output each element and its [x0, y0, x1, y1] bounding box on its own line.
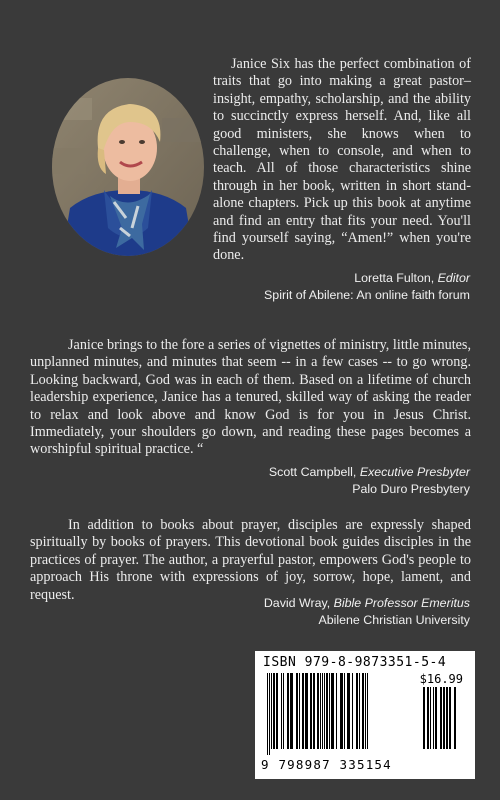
barcode-bar — [362, 673, 364, 749]
barcode-bar — [302, 673, 304, 749]
barcode-bar — [305, 673, 308, 749]
barcode-bar — [271, 673, 272, 749]
barcode-bar — [440, 687, 442, 749]
endorser-name: Loretta Fulton, — [354, 271, 435, 285]
barcode-bar — [356, 673, 358, 749]
barcode-bar — [290, 673, 293, 749]
barcode-bar — [449, 687, 451, 749]
barcode-bar — [454, 687, 456, 749]
barcode-bar — [367, 673, 368, 749]
endorser-name: David Wray, — [263, 596, 331, 610]
barcode-bar — [430, 687, 431, 749]
barcode-bar — [299, 673, 300, 749]
isbn-digits: 9 798987 335154 — [261, 757, 392, 772]
barcode-bar — [324, 673, 325, 749]
barcode-bar — [267, 673, 268, 755]
endorser-name: Scott Campbell, — [268, 465, 357, 479]
endorser-organization: Spirit of Abilene: An online faith forum — [264, 288, 470, 302]
barcode-bar — [296, 673, 298, 749]
endorser-organization: Palo Duro Presbytery — [352, 482, 470, 496]
barcode-bar — [344, 673, 345, 749]
barcode-bar — [326, 673, 328, 749]
barcode-bar — [269, 673, 270, 755]
barcode-bar — [283, 673, 284, 749]
ean-barcode — [267, 673, 417, 757]
endorsement-attribution-3 — [264, 595, 470, 629]
barcode-bar — [359, 673, 360, 749]
price-supplement-barcode — [423, 687, 465, 753]
endorsement-text-2: Janice brings to the fore a series of vignettes of ministry, little minutes, unplanned minutes, and minutes that seem -- in a few cases -- to go wrong. Looking backward, God was in each of them. Based on a lifetime of church leadership experience, Janice has a tenured, skilled way of asking the reader to relax and look above and know God is for you in Jesus Christ. Immediately, your shoulders go down, and reading these pages becomes a worshipful spiritual practice. “ — [30, 337, 471, 458]
endorsement-attribution-2 — [269, 464, 470, 498]
barcode-bar — [446, 687, 448, 749]
barcode-bar — [281, 673, 282, 749]
endorsement-text-3: In addition to books about prayer, disciples are expressly shaped spiritually by books of prayers. This devotional book guides disciples in the practices of prayer. The author, a prayerful pastor, empowers God's people to approach His throne with expressions of joy, sorrow, hope, lament, and request. — [30, 517, 471, 603]
endorser-organization: Abilene Christian University — [318, 613, 470, 627]
endorser-title: Editor — [437, 271, 470, 285]
barcode-bar — [310, 673, 312, 749]
barcode-bar — [287, 673, 289, 749]
barcode-bar — [276, 673, 278, 749]
barcode-bar — [336, 673, 337, 749]
barcode-bar — [365, 673, 366, 749]
barcode-bar — [340, 673, 343, 749]
barcode-bar — [443, 687, 445, 749]
barcode-bar — [423, 687, 425, 749]
barcode-bar — [317, 673, 319, 749]
author-portrait — [52, 78, 204, 256]
endorser-title: Bible Professor Emeritus — [333, 596, 470, 610]
barcode-bar — [313, 673, 315, 749]
endorsement-text-1: Janice Six has the perfect combination of traits that go into making a great pastor–insight, empathy, scholarship, and the ability to succinctly express herself. And, like all good ministers, she knows when to challenge, when to console, and when to teach. All of those characteristics shine through in her book, written in short stand-alone chapters. Pick up this book at anytime and find an entry that fits your need. You'll find yourself saying, “Amen!” when you're done. — [213, 56, 471, 264]
barcode-bar — [320, 673, 321, 749]
barcode-bar — [435, 687, 437, 749]
barcode-bar — [329, 673, 330, 749]
endorser-title: Executive Presbyter — [359, 465, 470, 479]
barcode-bar — [273, 673, 275, 749]
barcode-bar — [427, 687, 429, 749]
isbn-label: ISBN 979-8-9873351-5-4 — [263, 655, 447, 670]
price-label: $16.99 — [419, 672, 463, 686]
barcode-bar — [331, 673, 334, 749]
endorsement-attribution-1 — [264, 270, 470, 304]
barcode-bar — [352, 673, 353, 749]
barcode-bar — [433, 687, 434, 749]
barcode-bar — [347, 673, 350, 749]
barcode-bar — [322, 673, 323, 749]
isbn-barcode-box — [255, 651, 475, 779]
